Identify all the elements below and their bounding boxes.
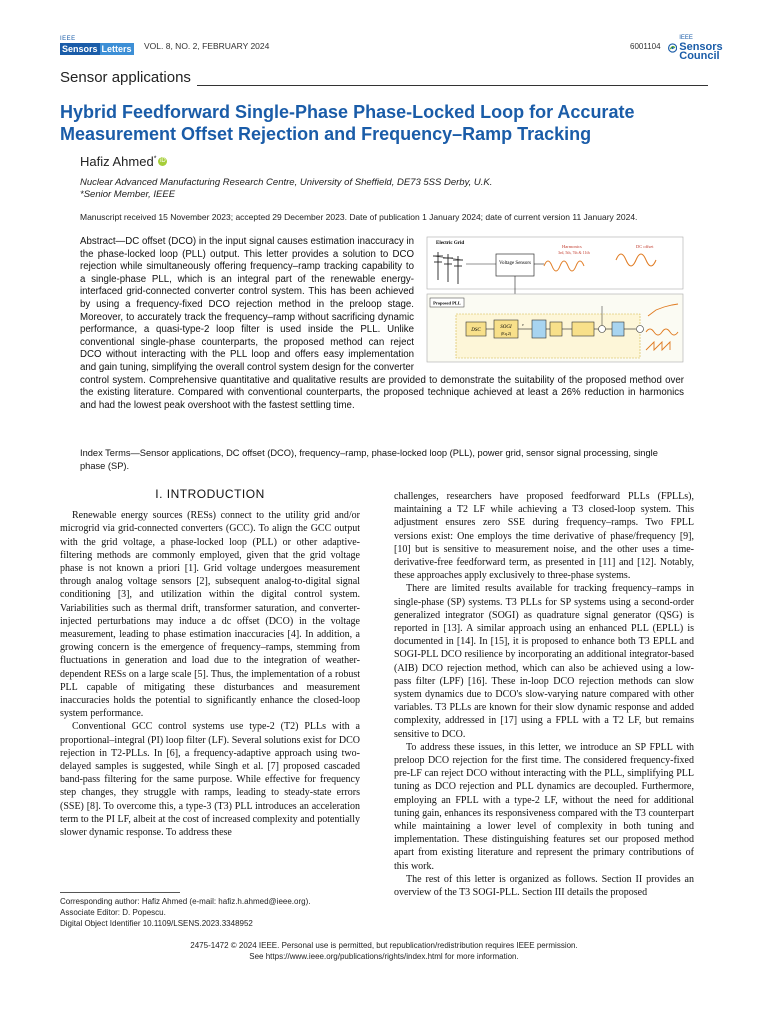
author-name: Hafiz Ahmed: [80, 154, 154, 169]
paragraph: Renewable energy sources (RESs) connect to the utility grid and/or microgrid via grid-connected converters (GCC). To align the GCC output with the grid voltage, a phase-locked loop (PLL) or other adaptive-filtering methods are commonly employed, given that the grid voltage phase is not known a priori [1]. Grid voltage undergoes measurement through analog voltage sensors [2], subsequent analog-to-digital signal conditioning [3], and utilization within the digital control system. Variabilities such as thermal drift, transformer saturation, and converter-injected perturbations may induce a dc offset (DCO) in the voltage measurement, leading to phase estimation inaccuracies [4]. In addition, a growing concern is the emergence of frequency–ramps, stemming from fluctuations in generation and load due to the integration of weather-dependent RESs on a large scale [5]. Thus, the implementation of a robust PLL capable of mitigating these disturbances and measurement inaccuracies holds the potential to significantly enhance the closed-loop system performance.: [60, 510, 360, 720]
paragraph: To address these issues, in this letter, we introduce an SP FPLL with preloop DCO rejection for the first time. The considered frequency-fixed pre-LF can reject DCO without interacting with the PLL, simplifying PLL tuning as DCO rejection and PLL dynamics are decoupled. Furthermore, employing an FPLL with a type-2 LF, without the need for additional tuning gain, enhances its responsiveness compared with the T3 counterpart while maintaining a lower level of complexity in both tuning and implementation. These distinguishing features set our proposed method apart from existing literature and represent the primary contributions of this work.: [394, 741, 694, 872]
council-name: Sensors Council: [679, 41, 723, 62]
article-number: 6001104: [630, 42, 661, 51]
fig-sogi-block: SOGI: [500, 325, 512, 330]
paragraph: The rest of this letter is organized as follows. Section II provides an overview of the T3 SOGI-PLL. Section III details the proposed: [394, 873, 694, 899]
abstract-block: [80, 236, 684, 412]
paragraph: challenges, researchers have proposed feedforward PLLs (FPLLs), maintaining a T2 LF while achieving a T3 closed-loop system. This adjustment ensures zero SSE during frequency–ramps. Two FPLL versions exist: One employs the time derivative of phase/frequency [9], [10] but is sensitive to measurement noise, and the other uses a time-derivative-free feedforward term, as presented in [11] and [12]. Notably, these approaches apply exclusively to three-phase systems.: [394, 491, 694, 582]
fig-harmonics-orders: 3rd, 5th, 7th & 11th: [558, 250, 590, 255]
sensors-letters-logo: [60, 36, 134, 55]
index-terms: Index Terms—Sensor applications, DC offset (DCO), frequency–ramp, phase-locked loop (PLL), power grid, sensor signal processing, single phase (SP).: [80, 448, 658, 471]
copyright-notice: [60, 940, 708, 962]
fig-dc-offset-label: DC offset: [636, 244, 654, 249]
section-label: Sensor applications: [60, 69, 197, 86]
right-column: [394, 490, 694, 899]
logo-ieee-text: IEEE: [60, 36, 76, 42]
copyright-line: 2475-1472 © 2024 IEEE. Personal use is permitted, but republication/redistribution requires IEEE permission.: [190, 941, 578, 950]
rights-link-line[interactable]: See https://www.ieee.org/publications/rights/index.html for more information.: [249, 952, 519, 961]
fig-proposed-pll-label: Proposed PLL: [433, 300, 461, 306]
author-sup: *: [153, 155, 157, 163]
affiliation-line: Nuclear Advanced Manufacturing Research Centre, University of Sheffield, DE73 5SS Derby, U.K.: [80, 177, 493, 188]
logo-sensors-word: Sensors: [62, 44, 98, 54]
sensors-council-logo: [668, 34, 729, 61]
page-header: [60, 35, 723, 62]
associate-editor: Associate Editor: D. Popescu.: [60, 908, 166, 917]
manuscript-dates: Manuscript received 15 November 2023; accepted 29 December 2023. Date of publication 1 January 2024; date of current version 11 January 2024.: [80, 212, 638, 222]
affiliation: [80, 177, 492, 201]
membership-line: *Senior Member, IEEE: [80, 189, 176, 200]
section-heading-introduction: I. INTRODUCTION: [155, 487, 265, 501]
logo-letters-word: Letters: [101, 44, 132, 54]
fig-voltage-sensors-label: Voltage Sensors: [499, 261, 531, 266]
abstract-text: Abstract—DC offset (DCO) in the input signal causes estimation inaccuracy in the phase-locked loop (PLL) output. This letter provides a solution to DCO rejection while simultaneously offering frequency–ramp tracking capability to a single-phase PLL, which is an integral part of the renewable energy-interfaced grid-connected converter control system. This has been achieved by using a frequency-fixed DCO rejection method in the preloop stage. Moreover, to accurately track the frequency–ramp without sacrificing dynamic performance, a quasi-type-2 loop filter is used inside the PLL. Unlike conventional single-phase counterparts, the proposed method can reject DCO without interacting with the PLL loop and offers easy implementation and gain tuning, simplifying the overall control system design for the converter control system. Comprehensive quantitative and qualitative results are provided to demonstrate the suitability of the proposed method over the existing literature. Compared with conventional counterparts, the proposed technique achieved at least a 26% reduction in harmonics and had the lowest peak overshoot with the fastest settling time.: [80, 236, 684, 411]
left-column: [60, 488, 360, 839]
fig-harmonics-label: Harmonics: [562, 244, 582, 249]
author-line: [80, 154, 167, 169]
fig-sogi-eq: (Eq.2): [500, 331, 512, 336]
volume-info: VOL. 8, NO. 2, FEBRUARY 2024: [144, 41, 270, 51]
fig-v-label: v: [522, 322, 524, 327]
council-ieee-text: IEEE: [679, 35, 693, 41]
doi: Digital Object Identifier 10.1109/LSENS.2023.3348952: [60, 919, 253, 928]
fig-electric-grid-label: Electric Grid: [436, 241, 465, 246]
paper-title: Hybrid Feedforward Single-Phase Phase-Locked Loop for Accurate Measurement Offset Rejection and Frequency–Ramp Tracking: [60, 102, 635, 144]
paragraph: Conventional GCC control systems use type-2 (T2) PLLs with a proportional–integral (PI) loop filter (LF). Several solutions exist for DCO rejection in T2-PLLs. In [6], a frequency-adaptive approach using two-delayed samples is suggested, while Singh et al. [7] proposed cascaded band-pass filtering for the same purpose. While effective for frequency step changes, they struggle with ramps, leading to steady-state errors (SSE) [8]. To overcome this, a type-3 (T3) PLL introduces an acceleration term to the PI LF, albeit at the cost of increased complexity and potentially slower dynamic response. To address these: [60, 721, 360, 839]
orcid-icon[interactable]: iD: [160, 158, 166, 164]
corresponding-author[interactable]: Corresponding author: Hafiz Ahmed (e-mail: hafiz.h.ahmed@ieee.org).: [60, 897, 311, 906]
footnote-rule: [60, 892, 180, 893]
fig-dsc-block: DSC: [471, 328, 481, 333]
paragraph: There are limited results available for tracking frequency–ramps in single-phase (SP) systems. T3 PLLs for SP systems using a second-order generalized integrator (SOGI) as quadrature signal generator (QSG) is reported in [13]. A similar approach using an enhanced PLL (EPLL) is documented in [14]. In [15], it is proposed to enhance both T3 EPLL and SOGI-PLL DCO resilience by incorporating an additional integrator-based (AIB) DCO rejection method, which can also be achieved using a low-pass filter (LPF) [16]. These in-loop DCO rejection methods can slow system dynamics due to DCO's slow-varying nature compared with other variables. T3 PLLs are known for their slow dynamic response and added complexity, addressed in [17] using a FPLL with a T2 LF, but remains sensitive to DCO.: [394, 583, 694, 740]
sensors-council-swirl-icon: [668, 40, 677, 56]
footnote-block: [60, 892, 360, 929]
graphical-abstract-figure: [426, 236, 684, 364]
section-label-row: [60, 69, 708, 89]
